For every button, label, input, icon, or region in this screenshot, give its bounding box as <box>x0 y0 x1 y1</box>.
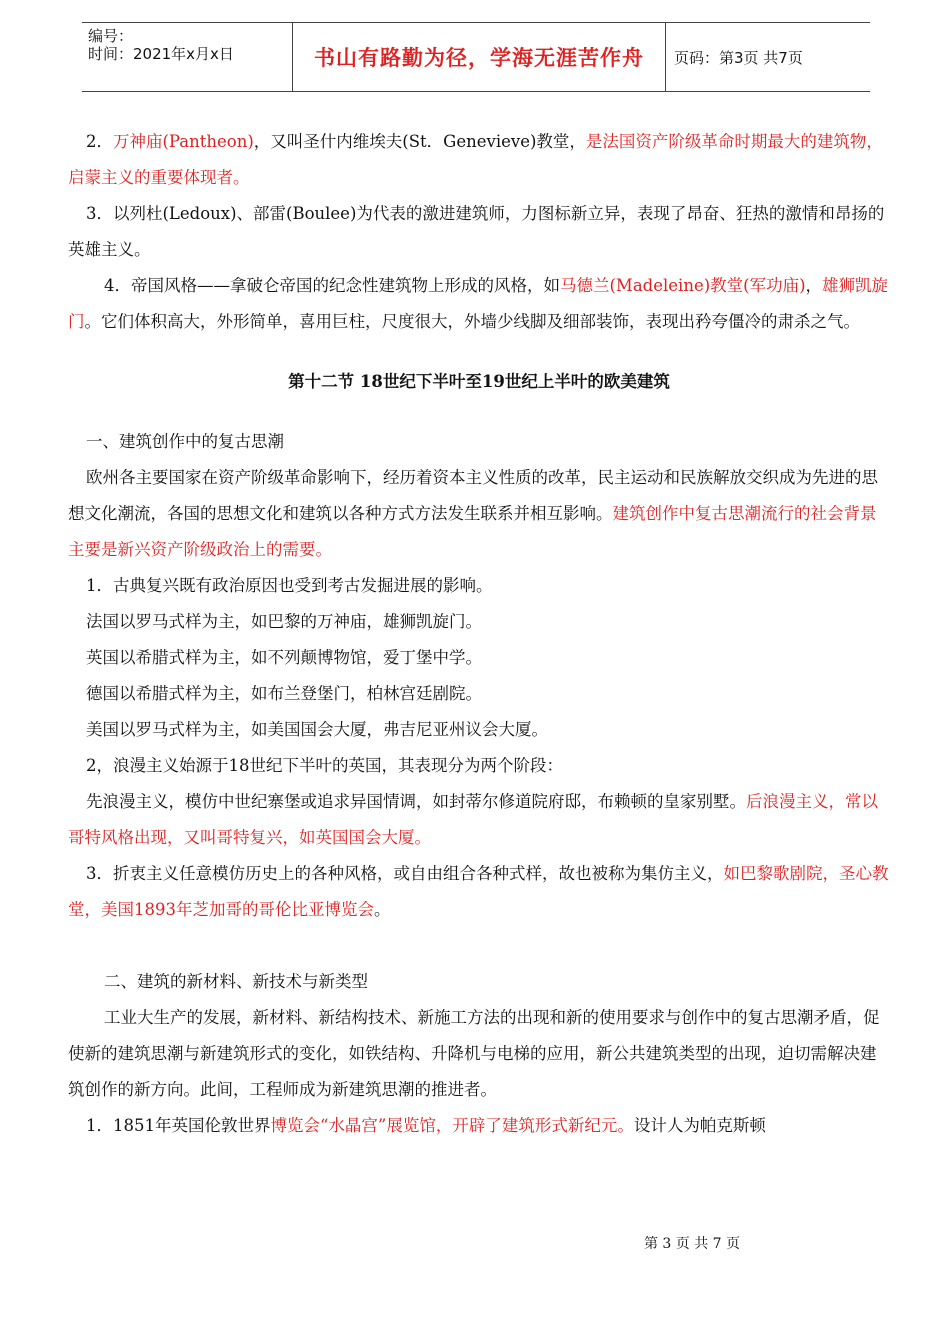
header-motto: 书山有路勤为径，学海无涯苦作舟 <box>293 23 666 91</box>
highlight-text: 建筑创作中复古思潮流行的社会背景主要是新兴资产阶级政治上的需要。 <box>68 504 877 559</box>
time-label: 时间：2021年x月x日 <box>88 45 234 63</box>
text: 。 <box>374 900 391 919</box>
text: ， <box>805 276 823 295</box>
highlight-text: 雄狮凯旋门 <box>68 276 889 331</box>
text: 设计人为帕克斯顿 <box>633 1116 766 1135</box>
page-footer <box>0 1233 950 1253</box>
text: 4．帝国风格——拿破仑帝国的纪念性建筑物上形成的风格，如 <box>104 276 560 295</box>
highlight-text: 马德兰(Madeleine)教堂(军功庙) <box>560 276 806 295</box>
list-item: 2，浪漫主义始源于18世纪下半叶的英国，其表现分为两个阶段： <box>86 756 563 775</box>
paragraph-empire-style <box>68 268 890 340</box>
paragraph-pantheon <box>68 124 890 196</box>
text: 。它们体积高大，外形简单，喜用巨柱，尺度很大，外墙少线脚及细部装饰，表现出矜夸僵冷的肃杀之气。 <box>84 312 860 331</box>
list-item: 德国以希腊式样为主，如布兰登堡门，柏林宫廷剧院。 <box>86 684 482 703</box>
header-page-info: 页码：第3页 共7页 <box>674 48 803 67</box>
paragraph-industrial: 工业大生产的发展，新材料、新结构技术、新施工方法的出现和新的使用要求与创作中的复古思潮矛盾，促使新的建筑思潮与新建筑形式的变化，如铁结构、升降机与电梯的应用，新公共建筑类型的出现，迫切需解决建筑创作的新方向。此间，工程师成为新建筑思潮的推进者。 <box>68 1008 880 1099</box>
highlight-text: 如巴黎歌剧院，圣心教堂，美国1893年芝加哥的哥伦比亚博览会 <box>68 864 889 919</box>
text: 1．1851年英国伦敦世界 <box>86 1116 271 1135</box>
spacer <box>68 928 890 964</box>
paragraph-romanticism <box>68 784 890 856</box>
list-item: 英国以希腊式样为主，如不列颠博物馆，爱丁堡中学。 <box>86 648 482 667</box>
text: 3．折衷主义任意模仿历史上的各种风格，或自由组合各种式样，故也被称为集仿主义， <box>86 864 724 883</box>
page-number: 第 3 页 共 7 页 <box>643 1236 741 1252</box>
section-heading-revival: 一、建筑创作中的复古思潮 <box>86 432 284 451</box>
paragraph-eclecticism <box>68 856 890 928</box>
section-heading-new-materials: 二、建筑的新材料、新技术与新类型 <box>104 972 368 991</box>
highlight-text: 博览会“水晶宫”展览馆，开辟了建筑形式新纪元。 <box>270 1116 634 1135</box>
highlight-text: 是法国资产阶级革命时期最大的建筑物，启蒙主义的重要体现者。 <box>68 132 883 187</box>
section-title: 第十二节 18世纪下半叶至19世纪上半叶的欧美建筑 <box>288 372 670 391</box>
list-item: 法国以罗马式样为主，如巴黎的万神庙，雄狮凯旋门。 <box>86 612 482 631</box>
number-label: 编号： <box>88 27 134 45</box>
text: 欧州各主要国家在资产阶级革命影响下，经历着资本主义性质的改革，民主运动和民族解放交织成为先进的思想文化潮流，各国的思想文化和建筑以各种方式方法发生联系并相互影响。 <box>68 468 878 523</box>
list-item: 美国以罗马式样为主，如美国国会大厦，弗吉尼亚州议会大厦。 <box>86 720 548 739</box>
document-body <box>68 124 890 1144</box>
paragraph-revival-background <box>68 460 890 568</box>
list-item: 1．古典复兴既有政治原因也受到考古发掘进展的影响。 <box>86 576 493 595</box>
page-header <box>82 22 870 92</box>
text: 先浪漫主义，模仿中世纪寨堡或追求异国情调，如封蒂尔修道院府邸，布赖顿的皇家别墅。 <box>86 792 746 811</box>
paragraph-ledoux: 3．以列杜(Ledoux)、部雷(Boulee)为代表的激进建筑师，力图标新立异，表现了昂奋、狂热的激情和昂扬的英雄主义。 <box>68 204 885 259</box>
header-meta <box>82 23 293 91</box>
highlight-text: 万神庙(Pantheon) <box>113 132 254 151</box>
highlight-text: 后浪漫主义，常以哥特风格出现，又叫哥特复兴，如英国国会大厦。 <box>68 792 878 847</box>
paragraph-crystal-palace <box>68 1108 890 1144</box>
text: ，又叫圣什内维埃夫(St．Genevieve)教堂， <box>253 132 586 151</box>
text: 2． <box>86 132 113 151</box>
